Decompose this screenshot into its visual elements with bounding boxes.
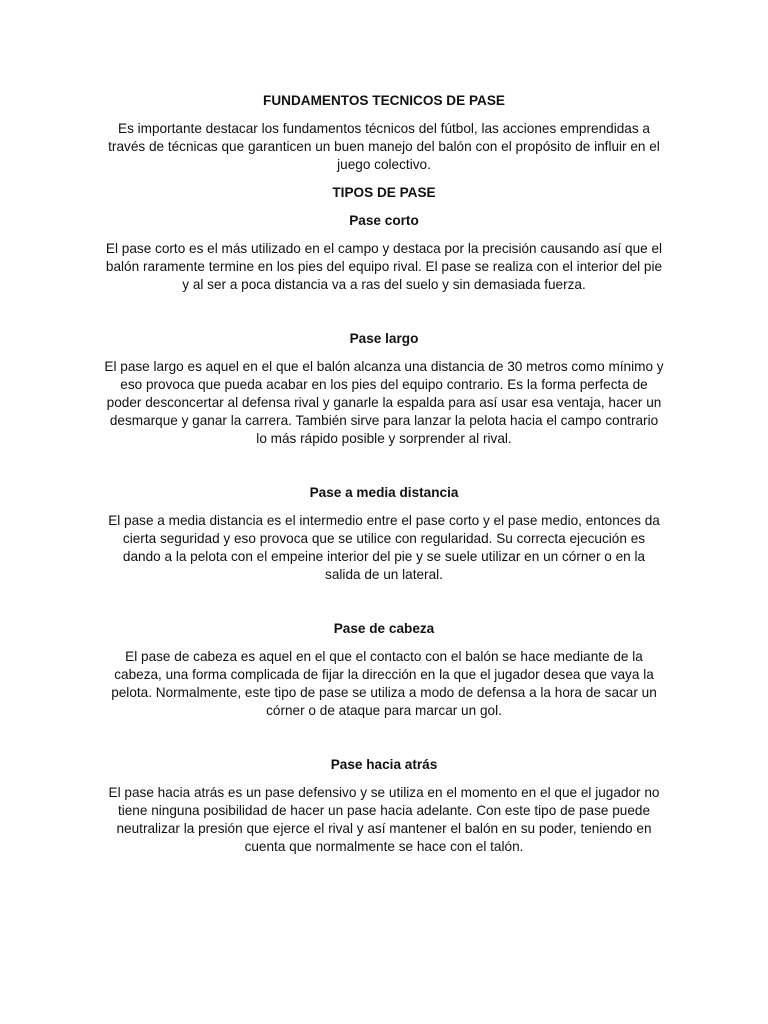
section-body: El pase hacia atrás es un pase defensivo y se utiliza en el momento en el que el jugador no tiene ninguna posibilidad de hacer un pase hacia adelante. Con este tipo de pase puede neutralizar la presión que ejerce el rival y así mantener el balón en su poder, teniendo en cuenta que normalmente se hace con el talón. — [108, 785, 660, 854]
document-page — [104, 92, 664, 856]
section-body: El pase a media distancia es el intermedio entre el pase corto y el pase medio, entonces da cierta seguridad y eso provoca que se utilice con regularidad. Su correcta ejecución es dando a la pelota con el empeine interior del pie y se suele utilizar en un córner o en la salida de un lateral. — [108, 513, 660, 582]
section-pase-corto — [104, 212, 664, 294]
section-pase-hacia-atras — [104, 756, 664, 856]
document-title: FUNDAMENTOS TECNICOS DE PASE — [263, 93, 505, 108]
section-title: Pase a media distancia — [309, 485, 459, 500]
section-title: Pase corto — [349, 213, 419, 228]
section-spacer — [104, 584, 664, 620]
section-pase-de-cabeza — [104, 620, 664, 720]
section-title: Pase de cabeza — [333, 621, 435, 636]
section-spacer — [104, 720, 664, 756]
section-spacer — [104, 448, 664, 484]
types-heading: TIPOS DE PASE — [332, 185, 436, 200]
section-pase-largo — [104, 330, 664, 448]
section-title: Pase hacia atrás — [330, 757, 438, 772]
section-body: El pase largo es aquel en el que el balón alcanza una distancia de 30 metros como mínimo y eso provoca que pueda acabar en los pies del equipo contrario. Es la forma perfecta de poder desconcertar al defensa rival y ganarle la espalda para así usar esa ventaja, hacer un desmarque y ganar la carrera. También sirve para lanzar la pelota hacia el campo contrario lo más rápido posible y sorprender al rival. — [104, 359, 664, 446]
section-body: El pase corto es el más utilizado en el campo y destaca por la precisión causando así que el balón raramente termine en los pies del equipo rival. El pase se realiza con el interior del pie y al ser a poca distancia va a ras del suelo y sin demasiada fuerza. — [105, 241, 663, 292]
section-pase-media-distancia — [104, 484, 664, 584]
section-title: Pase largo — [349, 331, 419, 346]
section-body: El pase de cabeza es aquel en el que el contacto con el balón se hace mediante de la cabeza, una forma complicada de fijar la dirección en la que el jugador desea que vaya la pelota. Normalmente, este tipo de pase se utiliza a modo de defensa a la hora de sacar un córner o de ataque para marcar un gol. — [111, 649, 657, 718]
intro-paragraph: Es importante destacar los fundamentos técnicos del fútbol, las acciones emprendidas a través de técnicas que garanticen un buen manejo del balón con el propósito de influir en el juego colectivo. — [108, 121, 660, 172]
section-spacer — [104, 294, 664, 330]
